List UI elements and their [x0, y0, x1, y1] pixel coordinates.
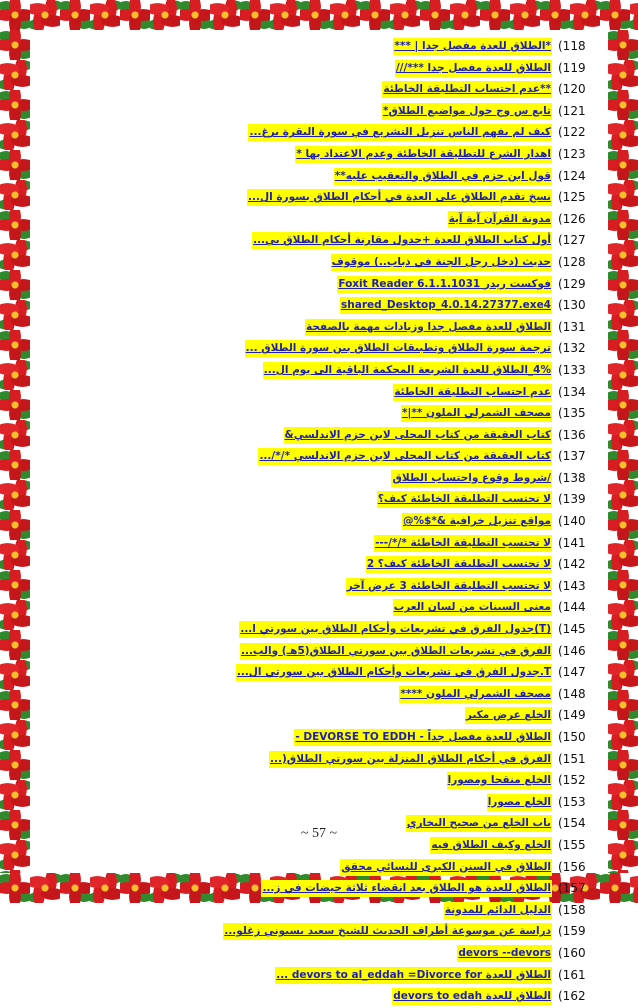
- floral-border-right: [608, 30, 638, 873]
- poinsettia-icon: [0, 450, 30, 480]
- poinsettia-icon: [608, 150, 638, 180]
- entry-number: (159: [558, 924, 586, 939]
- poinsettia-icon: [300, 0, 330, 30]
- poinsettia-icon: [0, 120, 30, 150]
- list-item: [40, 338, 598, 360]
- poinsettia-icon: [0, 300, 30, 330]
- poinsettia-icon: [608, 690, 638, 720]
- list-item: [40, 597, 598, 619]
- entry-link[interactable]: مصحف الشمرلي الملون ****: [399, 686, 552, 703]
- poinsettia-icon: [210, 0, 240, 30]
- entry-number: (141: [558, 535, 586, 550]
- entry-link[interactable]: 4%_الطلاق للعدة الشريعة المحكمة الباقية الى يوم ال...: [263, 362, 552, 379]
- entry-link[interactable]: الطلاق للعدة مفصل جدا ***///: [395, 60, 552, 77]
- poinsettia-icon: [608, 480, 638, 510]
- list-item: [40, 986, 598, 1008]
- entry-link[interactable]: الطلاق للعدة مفصل جداً - DEVORSE TO EDDH -: [294, 729, 552, 746]
- poinsettia-icon: [600, 873, 630, 903]
- poinsettia-icon: [0, 660, 30, 690]
- poinsettia-icon: [0, 873, 30, 903]
- poinsettia-icon: [0, 510, 30, 540]
- entry-number: (156: [558, 859, 586, 874]
- entry-link[interactable]: لا تحتسب التطليقة الخاطئة */*/---: [374, 535, 552, 552]
- poinsettia-icon: [0, 240, 30, 270]
- entry-number: (137: [558, 449, 586, 464]
- entry-link[interactable]: قول ابن حزم في الطلاق والتعقيب عليه**: [334, 168, 552, 185]
- entry-link[interactable]: كتاب العقيقة من كتاب المحلى لابن حزم الاندلسي */*/...: [258, 448, 552, 465]
- poinsettia-icon: [608, 240, 638, 270]
- poinsettia-icon: [608, 450, 638, 480]
- poinsettia-icon: [630, 873, 638, 903]
- entry-number: (138: [558, 470, 586, 485]
- poinsettia-icon: [608, 870, 638, 873]
- list-item: [40, 489, 598, 511]
- entry-link[interactable]: devors --devors: [457, 945, 552, 962]
- entry-link[interactable]: فوكست ريدر Foxit Reader 6.1.1.1031: [337, 276, 552, 293]
- poinsettia-icon: [510, 0, 540, 30]
- poinsettia-icon: [608, 30, 638, 60]
- entry-link[interactable]: الفرق في أحكام الطلاق المنزلة بين سورتي الطلاق(...: [269, 751, 552, 768]
- list-item: [40, 511, 598, 533]
- entry-link[interactable]: تابع س وج حول مواضيع الطلاق*: [382, 103, 552, 120]
- entry-number: (128: [558, 254, 586, 269]
- entry-number: (135: [558, 406, 586, 421]
- entry-number: (154: [558, 816, 586, 831]
- poinsettia-icon: [150, 0, 180, 30]
- poinsettia-icon: [608, 270, 638, 300]
- poinsettia-icon: [608, 360, 638, 390]
- poinsettia-icon: [0, 0, 30, 30]
- poinsettia-icon: [0, 570, 30, 600]
- poinsettia-icon: [608, 300, 638, 330]
- poinsettia-icon: [420, 0, 450, 30]
- list-item: [40, 641, 598, 663]
- entry-number: (160: [558, 945, 586, 960]
- poinsettia-icon: [0, 870, 30, 873]
- entry-number: (143: [558, 578, 586, 593]
- entry-link[interactable]: الطلاق للعدة هو الطلاق بعد انقضاء ثلاثة حيضات في ز...: [261, 880, 552, 897]
- entry-number: (150: [558, 730, 586, 744]
- entry-number: (139: [558, 492, 586, 507]
- entry-link[interactable]: T.جدول الفرق في تشريعات وأحكام الطلاق بين سورتي ال...: [236, 664, 552, 681]
- entry-link[interactable]: (T)جدول الفرق في تشريعات وأحكام الطلاق بين سورتي ا...: [239, 621, 552, 638]
- poinsettia-icon: [0, 390, 30, 420]
- entry-number: (147: [558, 665, 586, 680]
- poinsettia-icon: [608, 840, 638, 870]
- list-item: [40, 58, 598, 80]
- poinsettia-icon: [608, 510, 638, 540]
- entry-link[interactable]: الخلع وكيف الطلاق فيه: [430, 837, 552, 854]
- entry-link[interactable]: دراسة عن موسوعة أطراف الحديث للشيخ سعيد بسيوني زغلو...: [223, 923, 552, 940]
- poinsettia-icon: [30, 0, 60, 30]
- poinsettia-icon: [0, 480, 30, 510]
- floral-border-top: [0, 0, 638, 30]
- list-item: [40, 857, 598, 879]
- entry-link[interactable]: /شروط وقوع واحتساب الطلاق: [391, 470, 552, 487]
- entry-link[interactable]: الطلاق في السنن الكبرى للنسائي محقق: [340, 859, 552, 876]
- poinsettia-icon: [480, 0, 510, 30]
- list-item: [40, 166, 598, 188]
- poinsettia-icon: [608, 210, 638, 240]
- poinsettia-icon: [180, 0, 210, 30]
- poinsettia-icon: [0, 780, 30, 810]
- list-item: [40, 36, 598, 58]
- poinsettia-icon: [608, 120, 638, 150]
- entry-link[interactable]: الطلاق للعدة devors to edah: [392, 988, 552, 1005]
- poinsettia-icon: [0, 420, 30, 450]
- list-item: [40, 187, 598, 209]
- poinsettia-icon: [608, 540, 638, 570]
- poinsettia-icon: [608, 750, 638, 780]
- entry-number: (130: [558, 298, 586, 313]
- entry-link[interactable]: لا تحتسب التطليقة الخاطئة كيف؟: [377, 491, 552, 508]
- poinsettia-icon: [608, 630, 638, 660]
- poinsettia-icon: [240, 0, 270, 30]
- list-item: [40, 446, 598, 468]
- entry-number: (151: [558, 751, 586, 766]
- poinsettia-icon: [0, 690, 30, 720]
- floral-border-left: [0, 30, 30, 873]
- entry-number: (134: [558, 384, 586, 399]
- page-number: ~ 57 ~: [300, 826, 338, 841]
- poinsettia-icon: [0, 630, 30, 660]
- list-item: [40, 921, 598, 943]
- poinsettia-icon: [0, 330, 30, 360]
- poinsettia-icon: [608, 600, 638, 630]
- entry-number: (140: [558, 514, 586, 529]
- poinsettia-icon: [0, 30, 30, 60]
- list-item: [40, 468, 598, 490]
- entry-number: (132: [558, 341, 586, 356]
- entry-link[interactable]: كيف لم يفهم الناس تنزيل التشريع في سورة البقرة برغ...: [248, 124, 552, 141]
- list-item: [40, 554, 598, 576]
- poinsettia-icon: [608, 660, 638, 690]
- entry-number: (162: [558, 989, 586, 1004]
- entry-number: (153: [558, 794, 586, 809]
- poinsettia-icon: [0, 60, 30, 90]
- list-item: [40, 209, 598, 231]
- entry-number: (142: [558, 557, 586, 572]
- list-item: [40, 144, 598, 166]
- list-item: [40, 619, 598, 641]
- list-item: [40, 749, 598, 771]
- poinsettia-icon: [0, 750, 30, 780]
- poinsettia-icon: [90, 0, 120, 30]
- poinsettia-icon: [630, 0, 638, 30]
- entry-number: (127: [558, 233, 586, 248]
- list-item: [40, 79, 598, 101]
- entry-link[interactable]: نسخ تقدم الطلاق على العدة في أحكام الطلاق بسورة ال...: [247, 189, 552, 206]
- entry-number: (120: [558, 82, 586, 97]
- list-item: [40, 382, 598, 404]
- entry-link[interactable]: أول كتاب الطلاق للعدة +جدول مقارنة أحكام الطلاق بي...: [252, 232, 552, 249]
- poinsettia-icon: [120, 0, 150, 30]
- entry-link[interactable]: الطلاق للعدة devors to al_eddah =Divorce for ...: [275, 967, 552, 984]
- entry-number: (121: [558, 103, 586, 118]
- poinsettia-icon: [608, 720, 638, 750]
- entry-link[interactable]: الخلع عرض مكبر: [465, 707, 552, 724]
- list-item: [40, 943, 598, 965]
- poinsettia-icon: [608, 570, 638, 600]
- entry-link[interactable]: اهدار الشرع للتطليقة الخاطئة وعدم الاعتداد بها *: [295, 146, 552, 163]
- entry-link[interactable]: ترجمة سورة الطلاق وتطبيقات الطلاق بين سورة الطلاق ...: [245, 340, 552, 357]
- poinsettia-icon: [0, 600, 30, 630]
- entry-number: (136: [558, 427, 586, 442]
- list-item: [40, 252, 598, 274]
- poinsettia-icon: [540, 0, 570, 30]
- entry-number: (146: [558, 643, 586, 658]
- list-item: [40, 727, 598, 749]
- list-item: [40, 274, 598, 296]
- entry-link[interactable]: مواقع تنزيل خرافية &*$%@: [402, 513, 552, 530]
- entry-link[interactable]: **عدم احتساب التطليقة الخاطئة: [382, 81, 552, 98]
- entry-number: (131: [558, 319, 586, 334]
- list-item: [40, 403, 598, 425]
- entry-number: (129: [558, 276, 586, 291]
- poinsettia-icon: [608, 390, 638, 420]
- list-item: [40, 705, 598, 727]
- list-item: [40, 965, 598, 987]
- entry-number: (148: [558, 686, 586, 701]
- entry-link[interactable]: باب الخلع من صحيح البخاري: [406, 815, 552, 832]
- list-item: [40, 101, 598, 123]
- poinsettia-icon: [0, 180, 30, 210]
- entry-link[interactable]: مصحف الشمرلي الملون **|*: [401, 405, 552, 422]
- poinsettia-icon: [330, 0, 360, 30]
- entry-list: [40, 36, 598, 1008]
- poinsettia-icon: [0, 360, 30, 390]
- poinsettia-icon: [0, 210, 30, 240]
- entry-number: (152: [558, 773, 586, 788]
- poinsettia-icon: [608, 60, 638, 90]
- entry-link[interactable]: لا تحتسب التطليقة الخاطئة 3 عرض آخر: [346, 578, 552, 595]
- entry-link[interactable]: *الطلاق للعدة مفصل جدا | ***: [393, 38, 552, 55]
- entry-link[interactable]: الفرق في تشريعات الطلاق بين سورتي الطلاق(5هـ) والب...: [240, 643, 552, 660]
- list-item: [40, 295, 598, 317]
- poinsettia-icon: [0, 150, 30, 180]
- list-item: [40, 576, 598, 598]
- poinsettia-icon: [570, 0, 600, 30]
- entry-number: (124: [558, 168, 586, 183]
- poinsettia-icon: [608, 330, 638, 360]
- entry-number: (133: [558, 362, 586, 377]
- entry-link[interactable]: الدليل الدائم للمدونة: [444, 902, 552, 919]
- entry-number: (123: [558, 146, 586, 161]
- poinsettia-icon: [608, 90, 638, 120]
- list-item: [40, 360, 598, 382]
- entry-link[interactable]: الخلع منقحا ومصورا: [447, 772, 552, 789]
- list-item: [40, 770, 598, 792]
- entry-link[interactable]: معنى السينات من لسان العرب: [393, 599, 552, 616]
- index-page-content: [40, 36, 598, 1004]
- entry-number: (157: [558, 881, 586, 896]
- list-item: [40, 684, 598, 706]
- poinsettia-icon: [0, 720, 30, 750]
- poinsettia-icon: [0, 540, 30, 570]
- entry-number: (161: [558, 967, 586, 982]
- entry-number: (126: [558, 211, 586, 226]
- entry-number: (149: [558, 708, 586, 723]
- entry-link[interactable]: لا تحتسب التطليقة الخاطئة كيف؟ 2: [366, 556, 552, 573]
- entry-number: (158: [558, 902, 586, 917]
- entry-link[interactable]: الطلاق للعدة مفصل جدا وزيادات مهمة بالصفحة: [305, 319, 552, 336]
- list-item: [40, 122, 598, 144]
- poinsettia-icon: [270, 0, 300, 30]
- entry-link[interactable]: حديث (دخل رجل الجنة في ذباب..) موقوف: [331, 254, 552, 271]
- entry-link[interactable]: الخلع مصورا: [487, 794, 552, 811]
- entry-number: (122: [558, 125, 586, 140]
- poinsettia-icon: [608, 780, 638, 810]
- entry-link[interactable]: shared_Desktop_4.0.14.27377.exe4: [340, 297, 552, 314]
- list-item: [40, 317, 598, 339]
- list-item: [40, 230, 598, 252]
- entry-link[interactable]: كتاب العقيقة من كتاب المحلى لابن حزم الاندلسي&: [284, 427, 552, 444]
- poinsettia-icon: [60, 0, 90, 30]
- entry-number: (125: [558, 190, 586, 205]
- list-item: [40, 878, 598, 900]
- entry-number: (144: [558, 600, 586, 615]
- poinsettia-icon: [0, 840, 30, 870]
- list-item: [40, 425, 598, 447]
- entry-number: (145: [558, 622, 586, 637]
- poinsettia-icon: [608, 420, 638, 450]
- poinsettia-icon: [450, 0, 480, 30]
- poinsettia-icon: [0, 270, 30, 300]
- list-item: [40, 533, 598, 555]
- list-item: [40, 662, 598, 684]
- poinsettia-icon: [360, 0, 390, 30]
- poinsettia-icon: [608, 180, 638, 210]
- entry-number: (118: [558, 39, 586, 53]
- entry-number: (155: [558, 837, 586, 852]
- poinsettia-icon: [0, 90, 30, 120]
- entry-link[interactable]: عدم احتساب التطليقة الخاطئة: [393, 384, 552, 401]
- poinsettia-icon: [600, 0, 630, 30]
- entry-number: (119: [558, 60, 586, 75]
- poinsettia-icon: [390, 0, 420, 30]
- entry-link[interactable]: مدونة القرآن آية آية: [448, 211, 552, 228]
- list-item: [40, 792, 598, 814]
